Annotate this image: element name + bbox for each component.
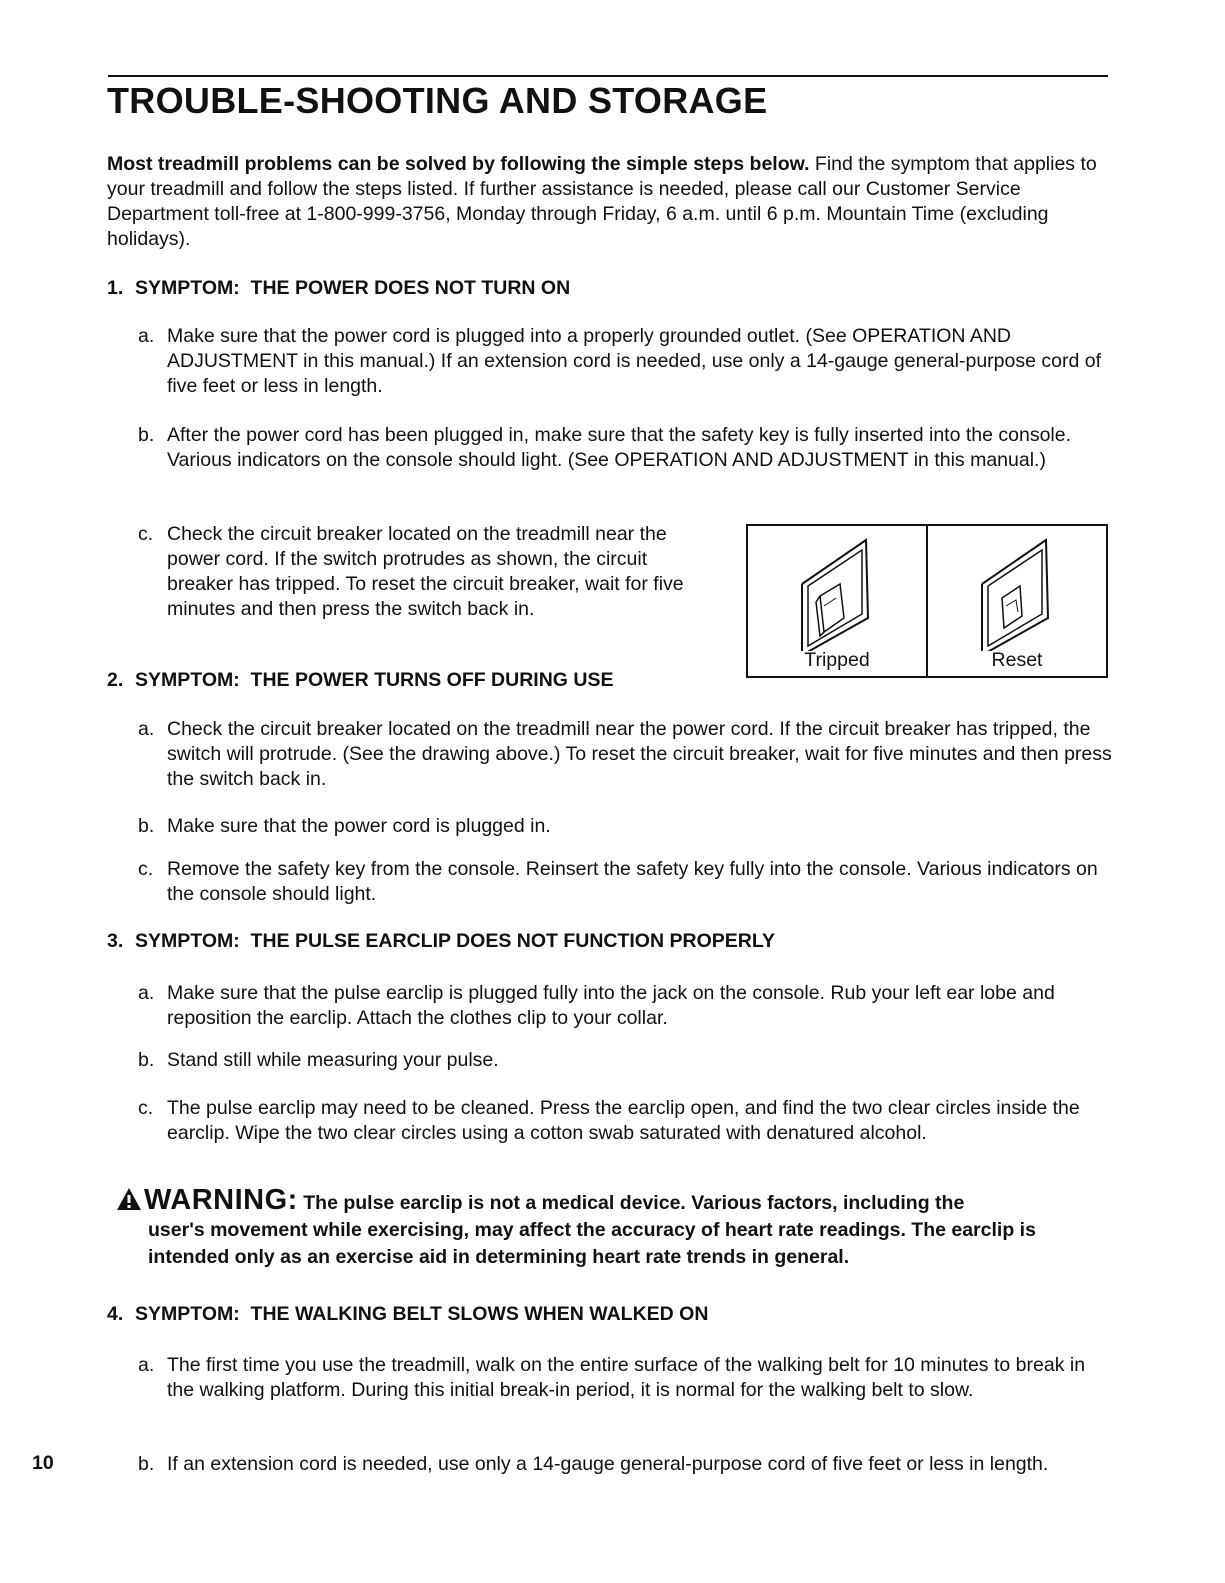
tripped-switch-icon <box>796 536 876 651</box>
intro-paragraph <box>107 152 1112 252</box>
tripped-label: Tripped <box>804 649 870 671</box>
item-text: Make sure that the power cord is plugged into a properly grounded outlet. (See OPERATION AND ADJUSTMENT in this manual.) If an extension cord is needed, use only a 14-gauge general-purpose cord of five feet or less in length. <box>167 325 1101 397</box>
list-item <box>138 522 698 622</box>
item-letter: a. <box>138 982 155 1004</box>
warning-text-rest: user's movement while exercising, may affect the accuracy of heart rate readings. The earclip is intended only as an exercise aid in determining heart rate trends in general. <box>148 1219 1036 1268</box>
list-item <box>138 1452 1113 1477</box>
symptom-3-heading <box>107 929 775 954</box>
list-item <box>138 1048 1113 1073</box>
reset-switch-icon <box>976 536 1056 651</box>
symptom-title: SYMPTOM: THE POWER DOES NOT TURN ON <box>135 277 571 299</box>
list-item <box>138 1096 1113 1146</box>
item-text: The first time you use the treadmill, walk on the entire surface of the walking belt for 10 minutes to break in the walking platform. During this initial break-in period, it is normal for the walking belt to slow. <box>167 1354 1086 1401</box>
item-letter: b. <box>138 424 155 446</box>
symptom-4-heading <box>107 1302 708 1327</box>
item-letter: c. <box>138 523 154 545</box>
symptom-title: SYMPTOM: THE WALKING BELT SLOWS WHEN WALKED ON <box>135 1303 709 1325</box>
warning-triangle-icon <box>116 1187 142 1211</box>
item-letter: a. <box>138 1354 155 1376</box>
list-item <box>138 324 1113 399</box>
item-letter: b. <box>138 1049 155 1071</box>
symptom-title: SYMPTOM: THE POWER TURNS OFF DURING USE <box>135 669 614 691</box>
symptom-title: SYMPTOM: THE PULSE EARCLIP DOES NOT FUNCTION PROPERLY <box>135 930 775 952</box>
title-rule <box>108 75 1108 77</box>
item-text: Make sure that the power cord is plugged in. <box>167 815 551 837</box>
item-text: Stand still while measuring your pulse. <box>167 1049 499 1071</box>
list-item <box>138 1353 1113 1403</box>
item-letter: b. <box>138 1453 155 1475</box>
symptom-number: 2. <box>107 669 124 691</box>
item-text: Check the circuit breaker located on the treadmill near the power cord. If the circuit breaker has tripped, the switch will protrude. (See the drawing above.) To reset the circuit breaker, wait for five minutes and then press the switch back in. <box>167 718 1112 790</box>
page-number: 10 <box>32 1452 54 1474</box>
item-text: Remove the safety key from the console. Reinsert the safety key fully into the console. Various indicators on the console should light. <box>167 858 1098 905</box>
item-letter: c. <box>138 858 154 880</box>
item-text: Check the circuit breaker located on the treadmill near the power cord. If the switch protrudes as shown, the circuit breaker has tripped. To reset the circuit breaker, wait for five minutes and then press the switch back in. <box>167 523 684 620</box>
item-letter: a. <box>138 325 155 347</box>
reset-label: Reset <box>991 649 1043 671</box>
item-text: After the power cord has been plugged in, make sure that the safety key is fully inserted into the console. Various indicators on the console should light. (See OPERATION AND ADJUSTMENT in this manual.) <box>167 424 1072 471</box>
item-letter: a. <box>138 718 155 740</box>
item-text: If an extension cord is needed, use only a 14-gauge general-purpose cord of five feet or less in length. <box>167 1453 1049 1475</box>
list-item <box>138 857 1113 907</box>
intro-lead: Most treadmill problems can be solved by following the simple steps below. <box>107 153 810 175</box>
reset-panel <box>926 526 1106 676</box>
page-title: TROUBLE-SHOOTING AND STORAGE <box>107 80 768 121</box>
symptom-1-heading <box>107 276 570 301</box>
warning-colon: : <box>287 1184 298 1216</box>
item-letter: b. <box>138 815 155 837</box>
list-item <box>138 423 1113 473</box>
circuit-breaker-figure <box>746 524 1108 678</box>
symptom-number: 4. <box>107 1303 124 1325</box>
list-item <box>138 814 1113 839</box>
symptom-number: 3. <box>107 930 124 952</box>
item-letter: c. <box>138 1097 154 1119</box>
intro-text: Find the symptom that applies to your treadmill and follow the steps listed. If further assistance is needed, please call our Customer Service Department toll-free at 1-800-999-3756, Monday through Friday, 6 a.m. until 6 p.m. Mountain Time (excluding holidays). <box>107 153 1097 250</box>
warning-block <box>116 1184 1106 1271</box>
warning-first-line <box>116 1184 1106 1217</box>
list-item <box>138 981 1113 1031</box>
tripped-panel <box>748 526 926 676</box>
symptom-number: 1. <box>107 277 124 299</box>
item-text: Make sure that the pulse earclip is plugged fully into the jack on the console. Rub your left ear lobe and reposition the earclip. Attach the clothes clip to your collar. <box>167 982 1055 1029</box>
warning-word: WARNING <box>144 1184 288 1216</box>
list-item <box>138 717 1113 792</box>
item-text: The pulse earclip may need to be cleaned. Press the earclip open, and find the two clear circles inside the earclip. Wipe the two clear circles using a cotton swab saturated with denatured alcohol. <box>167 1097 1080 1144</box>
warning-text-line1: The pulse earclip is not a medical device. Various factors, including the <box>297 1192 965 1214</box>
symptom-2-heading <box>107 668 613 693</box>
